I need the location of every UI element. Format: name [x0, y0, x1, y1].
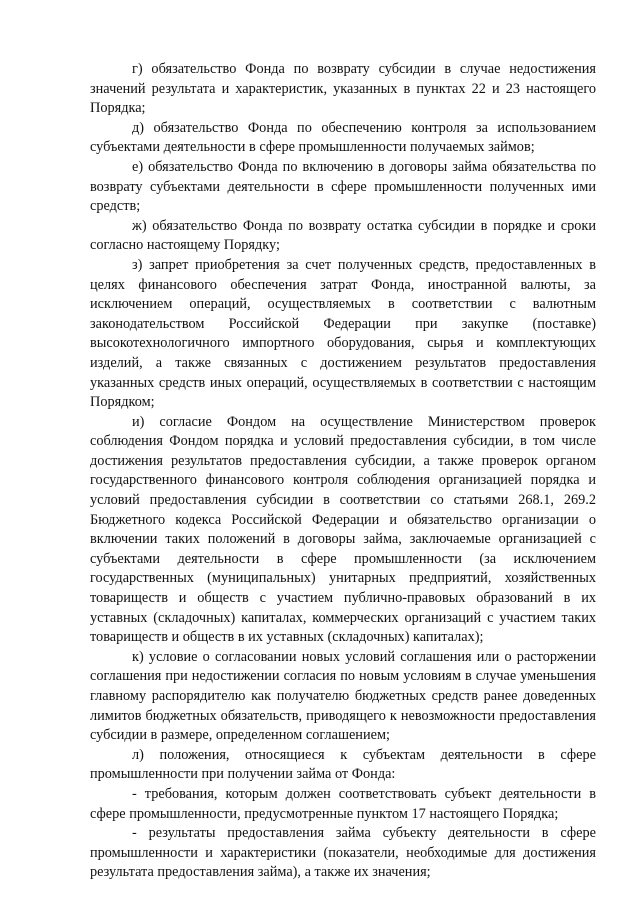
- paragraph-d: д) обязательство Фонда по обеспечению контроля за использованием субъектами деятельности в сфере промышленности получаемых займов;: [90, 119, 596, 156]
- paragraph-k: к) условие о согласовании новых условий соглашения или о расторжении соглашения при недостижении согласия по новым условиям в случае уменьшения главному распорядителю как получателю бюджетных средств ранее доведенных лимитов бюджетных обязательств, приводящего к невозможности предоставления субсидии в размере, определенном соглашением;: [90, 648, 596, 744]
- paragraph-z: з) запрет приобретения за счет полученных средств, предоставленных в целях финансового обеспечения затрат Фонда, иностранной валюты, за исключением операций, осуществляемых в соответствии с валютным законодательством Российской Федерации при закупке (поставке) высокотехнологичного импортного оборудования, сырья и комплектующих изделий, а также связанных с достижением результатов предоставления указанных средств иных операций, осуществляемых в соответствии с настоящим Порядком;: [90, 256, 596, 411]
- paragraph-zh: ж) обязательство Фонда по возврату остатка субсидии в порядке и сроки согласно настоящему Порядку;: [90, 217, 596, 254]
- paragraph-i: и) согласие Фондом на осуществление Министерством проверок соблюдения Фондом порядка и условий предоставления субсидии, в том числе достижения результатов предоставления субсидии, а также проверок органом государственного финансового контроля соблюдения организацией порядка и условий предоставления субсидии в соответствии со статьями 268.1, 269.2 Бюджетного кодекса Российской Федерации и обязательство организации о включении таких положений в договоры займа, заключаемые организацией с субъектами деятельности в сфере промышленности (за исключением государственных (муниципальных) унитарных предприятий, хозяйственных товариществ и обществ с участием публично-правовых образований в их уставных (складочных) капиталах, коммерческих организаций с участием таких товариществ и обществ в их уставных (складочных) капиталах);: [90, 413, 596, 646]
- paragraph-e: е) обязательство Фонда по включению в договоры займа обязательства по возврату субъектами деятельности в сфере промышленности полученных ими средств;: [90, 158, 596, 215]
- paragraph-l: л) положения, относящиеся к субъектам деятельности в сфере промышленности при получении займа от Фонда:: [90, 746, 596, 783]
- bullet-results: - результаты предоставления займа субъекту деятельности в сфере промышленности и характеристики (показатели, необходимые для достижения результата предоставления займа), а также их значения;: [90, 825, 596, 881]
- paragraph-g: г) обязательство Фонда по возврату субсидии в случае недостижения значений результата и характеристик, указанных в пунктах 22 и 23 настоящего Порядка;: [90, 61, 596, 117]
- bullet-requirements: - требования, которым должен соответствовать субъект деятельности в сфере промышленности, предусмотренные пунктом 17 настоящего Порядка;: [90, 785, 596, 822]
